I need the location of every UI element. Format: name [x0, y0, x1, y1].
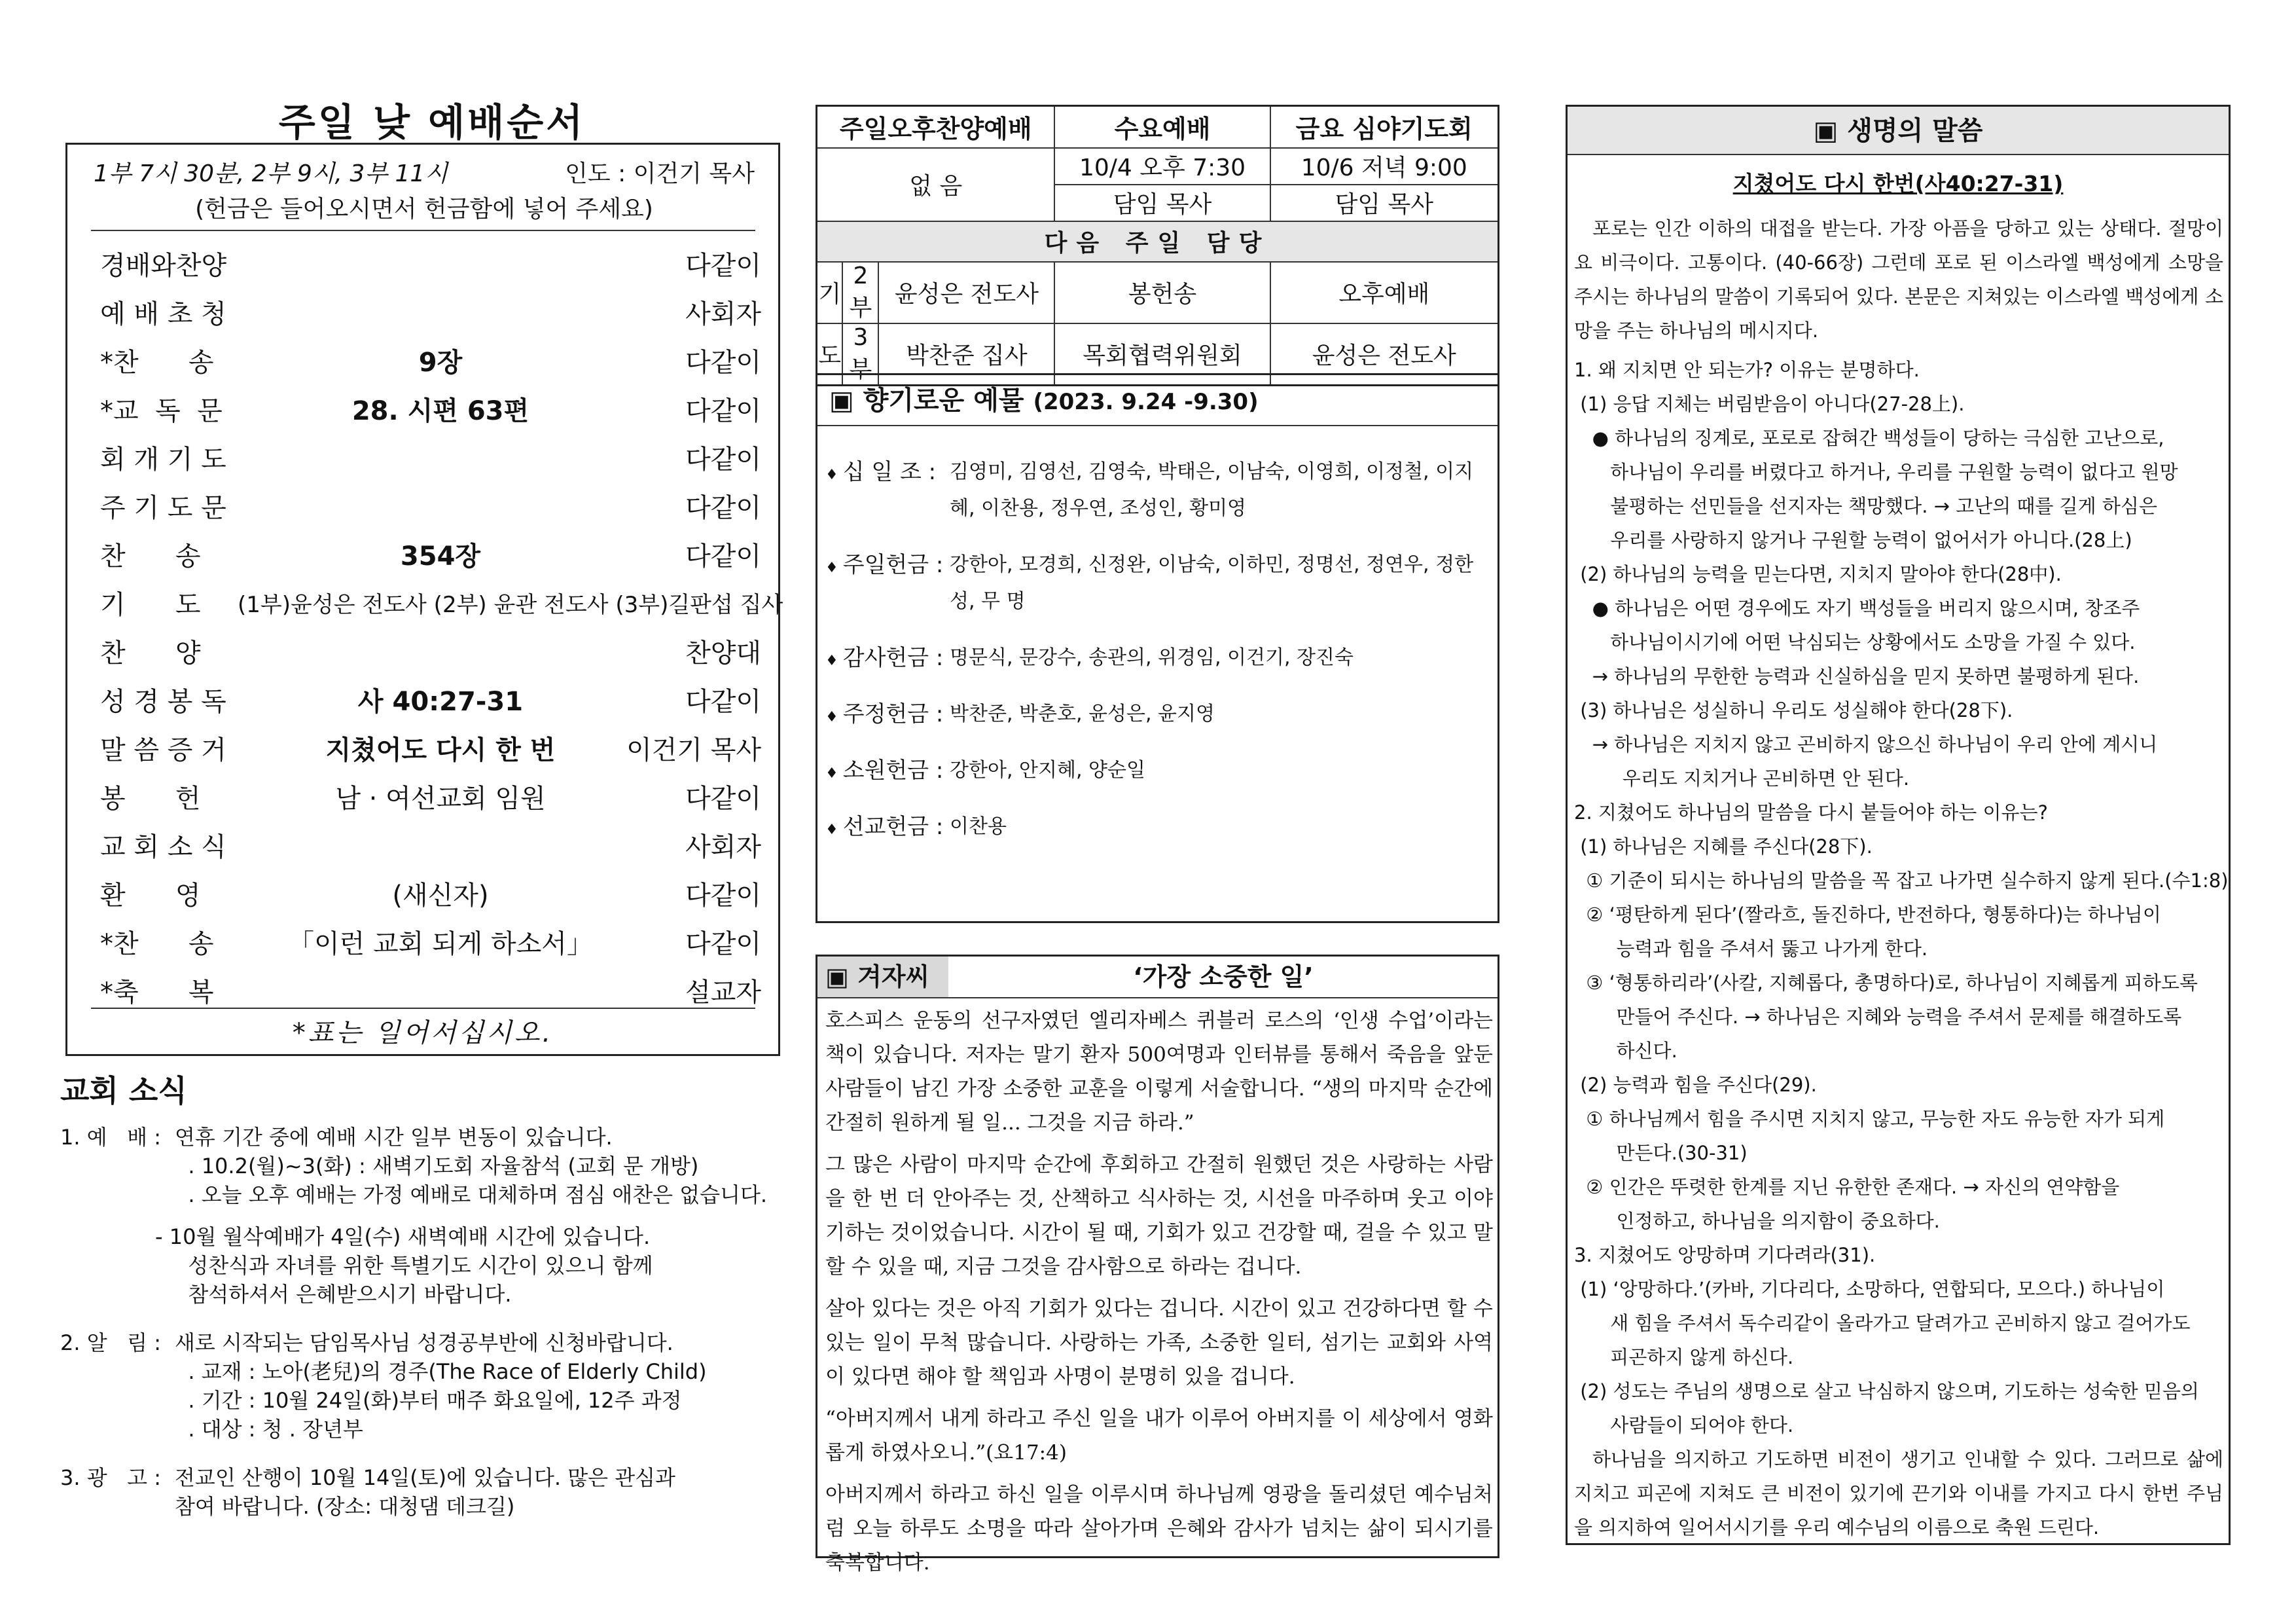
order-footer: *표는 일어서십시오.: [292, 1018, 554, 1048]
mustard-head: [817, 957, 1498, 998]
sermon-line: → 하나님은 지치지 않고 곤비하지 않으신 하나님이 우리 안에 계시니: [1574, 733, 2158, 756]
sermon-line: (2) 능력과 힘을 주신다(29).: [1574, 1074, 1817, 1096]
news-line: 전교인 산행이 10월 14일(토)에 있습니다. 많은 관심과: [175, 1465, 675, 1490]
sermon-line: 하나님이 우리를 버렸다고 하거나, 우리를 구원할 능력이 없다고 원망: [1574, 461, 2178, 483]
worship-order-box: [65, 143, 783, 1056]
schedule-table: [816, 105, 1499, 386]
sermon-line: ① 하나님께서 힘을 주시면 지치지 않고, 무능한 자도 유능한 자가 되게: [1574, 1108, 2165, 1130]
mustard-paragraph: 호스피스 운동의 선구자였던 엘리자베스 퀴블러 로스의 ‘인생 수업’이라는 책이 있습니다. 저자는 말기 환자 500여명과 인터뷰를 통해서 죽음을 앞둔 사람들이 남긴 가장 소중한 교훈을 이렇게 서술합니다. “생의 마지막 순간에 간절히 원하게 될 일... 그것을 지금 하라.”: [825, 1009, 1493, 1135]
mustard-label: ▣ 겨자씨: [817, 957, 948, 997]
church-news: [60, 1123, 780, 1541]
duty-cell: 봉헌송: [1054, 262, 1270, 323]
sermon-line: (3) 하나님은 성실하니 우리도 성실해야 한다(28下).: [1574, 699, 2013, 721]
schedule-cell: 10/4 오후 7:30: [1054, 148, 1270, 185]
offering-box: [816, 373, 1499, 923]
order-item: 주 기 도 문 다같이: [100, 493, 761, 523]
news-head: 3. 광 고 :: [60, 1465, 161, 1490]
offering-title: [817, 375, 1498, 426]
duty-cell: 목회협력위원회: [1054, 323, 1270, 386]
sermon-line: 1. 왜 지치면 안 되는가? 이유는 분명하다.: [1574, 359, 1920, 381]
mustard-seed-box: [816, 955, 1499, 1575]
offering-row: ♦ 주일헌금 : 강한아, 모경희, 신정완, 이남숙, 이하민, 정명선, 정연우, 정한성, 무 명: [825, 547, 1493, 620]
sermon-line: 우리를 사랑하지 않거나 구원할 능력이 없어서가 아니다.(28上): [1574, 529, 2132, 551]
news-title: 교회 소식: [60, 1073, 187, 1108]
news-line: 연휴 기간 중에 예배 시간 일부 변동이 있습니다.: [175, 1125, 613, 1150]
sermon-line: 하신다.: [1574, 1040, 1677, 1062]
prayer-label: 도: [817, 323, 843, 386]
word-title: ▣ 생명의 말씀: [1568, 107, 2229, 155]
page-title: 주일 낮 예배순서: [278, 100, 586, 145]
mustard-paragraph: 그 많은 사람이 마지막 순간에 후회하고 간절히 원했던 것은 사랑하는 사람을 한 번 더 안아주는 것, 산책하고 식사하는 것, 시선을 마주하며 웃고 이야기하는 것이었습니다. 시간이 될 때, 기회가 있고 건강할 때, 걸을 수 있고 말할 수 있을 때, 지금 그것을 감사함으로 하라는 겁니다.: [825, 1153, 1493, 1279]
sermon-line: 불평하는 선민들을 선지자는 책망했다. → 고난의 때를 길게 하심은: [1574, 495, 2157, 517]
offering-row: ♦ 감사헌금 : 명문식, 문강수, 송관의, 위경임, 이건기, 장진숙: [825, 640, 1493, 676]
news-head: 1. 예 배 :: [60, 1125, 161, 1150]
offering-title-text: 향기로운 예물: [863, 386, 1024, 416]
order-item: 찬 양 찬양대: [100, 638, 761, 668]
news-line: 성찬식과 자녀를 위한 특별기도 시간이 있으니 함께: [175, 1253, 653, 1278]
service-times: 1부 7시 30분, 2부 9시, 3부 11시: [94, 160, 448, 187]
sermon-line: ① 기준이 되시는 하나님의 말씀을 꼭 잡고 나가면 실수하지 않게 된다.(수1:8): [1574, 869, 2229, 892]
offering-row: ♦ 소원헌금 : 강한아, 안지혜, 양순일: [825, 752, 1493, 789]
sermon-line: 피곤하지 않게 하신다.: [1574, 1346, 1794, 1368]
sermon-line: 만들어 주신다. → 하나님은 지혜와 능력을 주셔서 문제를 해결하도록: [1574, 1006, 2182, 1028]
news-line: . 오늘 오후 예배는 가정 예배로 대체하며 점심 애찬은 없습니다.: [175, 1182, 768, 1207]
news-line: 참여 바랍니다. (장소: 대청댐 데크길): [175, 1494, 515, 1519]
prayer-label: 기: [817, 262, 843, 323]
order-item: *축 복 설교자: [100, 977, 761, 1008]
sermon-line: ● 하나님의 징계로, 포로로 잡혀간 백성들이 당하는 극심한 고난으로,: [1574, 427, 2164, 449]
sermon-line: 3. 지쳤어도 앙망하며 기다려라(31).: [1574, 1244, 1876, 1266]
sermon-line: → 하나님의 무한한 능력과 신실하심을 믿지 못하면 불평하게 된다.: [1574, 665, 2140, 687]
news-line: . 대상 : 청 . 장년부: [175, 1417, 363, 1442]
header-divider: [91, 230, 755, 231]
order-item: *찬 송 9장 다같이: [100, 348, 761, 378]
news-line: . 기간 : 10월 24일(화)부터 매주 화요일에, 12주 과정: [175, 1388, 682, 1413]
offering-row: ♦ 십 일 조 : 김영미, 김영선, 김영숙, 박태은, 이남숙, 이영희, 이정철, 이지혜, 이찬용, 정우연, 조성인, 황미영: [825, 454, 1493, 527]
order-item: 예 배 초 청 사회자: [100, 299, 761, 329]
sermon-line: (1) 응답 지체는 버림받음이 아니다(27-28上).: [1574, 393, 1965, 415]
sermon-line: 우리도 지치거나 곤비하면 안 된다.: [1574, 767, 1910, 790]
news-item: [60, 1123, 780, 1309]
sermon-line: 새 힘을 주셔서 독수리같이 올라가고 달려가고 곤비하지 않고 걸어가도: [1574, 1312, 2191, 1334]
order-item: 환 영 (새신자) 다같이: [100, 881, 761, 911]
sermon-line: ② 인간은 뚜렷한 한계를 지닌 유한한 존재다. → 자신의 연약함을: [1574, 1176, 2120, 1198]
sermon-line: (1) 하나님은 지혜를 주신다(28下).: [1574, 835, 1873, 858]
schedule-cell: 담임 목사: [1270, 185, 1499, 221]
duty-cell: 윤성은 전도사: [1270, 323, 1499, 386]
duty-part: 2부: [842, 262, 878, 323]
mustard-paragraph: 살아 있다는 것은 아직 기회가 있다는 겁니다. 시간이 있고 건강하다면 할 수 있는 일이 무척 많습니다. 사랑하는 가족, 소중한 일터, 섬기는 교회와 사역이 있다면 해야 할 책임과 사명이 분명히 있을 겁니다.: [825, 1297, 1493, 1389]
order-item: *찬 송 「이런 교회 되게 하소서」 다같이: [100, 929, 761, 959]
mustard-paragraph: “아버지께서 내게 하라고 주신 일을 내가 이루어 아버지를 이 세상에서 영화롭게 하였사오니.”(요17:4): [825, 1407, 1493, 1465]
schedule-cell: 없 음: [817, 148, 1055, 221]
order-item: 성 경 봉 독 사 40:27-31 다같이: [100, 687, 761, 717]
offering-note: (헌금은 들어오시면서 헌금함에 넣어 주세요): [195, 196, 653, 223]
news-item: [60, 1328, 780, 1444]
mustard-paragraph: 아버지께서 하라고 하신 일을 이루시며 하나님께 영광을 돌리셨던 예수님처럼 오늘 하루도 소명을 따라 살아가며 은혜와 감사가 넘치는 삶이 되시기를 축복합니다.: [825, 1483, 1493, 1575]
schedule-header: 금요 심야기도회: [1270, 106, 1499, 148]
sermon-line: 하나님이시기에 어떤 낙심되는 상황에서도 소망을 가질 수 있다.: [1574, 631, 2136, 653]
news-item: [60, 1463, 780, 1521]
sermon-line: (2) 성도는 주님의 생명으로 살고 낙심하지 않으며, 기도하는 성숙한 믿음의: [1574, 1380, 2199, 1402]
news-line: - 10월 월삭예배가 4일(수) 새벽예배 시간에 있습니다.: [155, 1224, 651, 1249]
order-item: 기 도 (1부)윤성은 전도사 (2부) 윤관 전도사 (3부)길판섭 집사: [100, 590, 783, 620]
news-line: [175, 1209, 780, 1222]
order-item: *교 독 문 28. 시편 63편 다같이: [100, 396, 761, 426]
order-list: [100, 242, 783, 1017]
sermon-line: (2) 하나님의 능력을 믿는다면, 지치지 말아야 한다(28中).: [1574, 563, 2062, 585]
footer-divider: [91, 1008, 755, 1009]
word-of-life-box: [1566, 105, 2231, 1545]
sermon-line: ● 하나님은 어떤 경우에도 자기 백성들을 버리지 않으시며, 창조주: [1574, 597, 2140, 619]
sermon-closing: 하나님을 의지하고 기도하면 비전이 생기고 인내할 수 있다. 그러므로 삶에 지치고 피곤에 지쳐도 큰 비전이 있기에 끈기와 이내를 가지고 다시 한번 주님을 의지하여 일어서시기를 우리 예수님의 이름으로 축원 드린다.: [1574, 1448, 2223, 1539]
sermon-text: [1574, 211, 2229, 1544]
offering-row: ♦ 주정헌금 : 박찬준, 박춘호, 윤성은, 윤지영: [825, 696, 1493, 733]
sermon-line: 2. 지쳤어도 하나님의 말씀을 다시 붙들어야 하는 이유는?: [1574, 801, 2048, 824]
duty-cell: 오후예배: [1270, 262, 1499, 323]
sermon-title: 지쳤어도 다시 한번(사40:27-31): [1732, 171, 2064, 196]
next-week-title: 다음 주일 담당: [817, 221, 1499, 262]
order-item: 교 회 소 식 사회자: [100, 832, 761, 862]
mustard-title: ‘가장 소중한 일’: [1133, 962, 1314, 991]
schedule-header: 주일오후찬양예배: [817, 106, 1055, 148]
offering-list: [825, 454, 1493, 865]
sermon-line: 능력과 힘을 주셔서 뚫고 나가게 한다.: [1574, 938, 1928, 960]
sermon-line: 인정하고, 하나님을 의지함이 중요하다.: [1574, 1210, 1940, 1232]
news-head: 2. 알 림 :: [60, 1330, 161, 1355]
schedule-cell: 담임 목사: [1054, 185, 1270, 221]
schedule-header: 수요예배: [1054, 106, 1270, 148]
duty-part: 3부: [842, 323, 878, 386]
sermon-intro: 포로는 인간 이하의 대접을 받는다. 가장 아픔을 당하고 있는 상태다. 절망이요 비극이다. 고통이다. (40-66장) 그런데 포로 된 이스라엘 백성에게 소망을 주시는 하나님의 말씀이 기록되어 있다. 본문은 지쳐있는 이스라엘 백성에게 소망을 주는 하나님의 메시지다.: [1574, 217, 2223, 342]
order-item: 경배와찬양 다같이: [100, 251, 761, 281]
news-line: 새로 시작되는 담임목사님 성경공부반에 신청바랍니다.: [175, 1330, 673, 1355]
news-line: . 10.2(월)~3(화) : 새벽기도회 자율참석 (교회 문 개방): [175, 1154, 699, 1178]
order-item: 회 개 기 도 다같이: [100, 445, 761, 475]
duty-person: 윤성은 전도사: [878, 262, 1054, 323]
news-line: 참석하셔서 은혜받으시기 바랍니다.: [175, 1282, 512, 1307]
sermon-line: 만든다.(30-31): [1574, 1142, 1748, 1164]
order-header: [94, 156, 755, 227]
order-item: 봉 헌 남 · 여선교회 임원 다같이: [100, 784, 761, 814]
duty-person: 박찬준 집사: [878, 323, 1054, 386]
news-line: . 교재 : 노아(老兒)의 경주(The Race of Elderly Child): [175, 1359, 707, 1384]
mustard-text: [825, 1004, 1493, 1588]
sermon-line: ② ‘평탄하게 된다’(짤라흐, 돌진하다, 반전하다, 형통하다)는 하나님이: [1574, 903, 2161, 926]
square-icon: ▣: [829, 386, 854, 416]
offering-date: (2023. 9.24 -9.30): [1033, 389, 1259, 415]
offering-row: ♦ 선교헌금 : 이찬용: [825, 809, 1493, 845]
sermon-line: 사람들이 되어야 한다.: [1574, 1414, 1794, 1436]
sermon-line: (1) ‘앙망하다.’(카바, 기다리다, 소망하다, 연합되다, 모으다.) 하나님이: [1574, 1278, 2165, 1300]
sermon-line: ③ ‘형통하리라’(사칼, 지혜롭다, 총명하다)로, 하나님이 지혜롭게 피하도록: [1574, 972, 2198, 994]
order-item: 말 씀 증 거 지쳤어도 다시 한 번 이건기 목사: [100, 735, 761, 765]
order-item: 찬 송 354장 다같이: [100, 541, 761, 572]
schedule-cell: 10/6 저녁 9:00: [1270, 148, 1499, 185]
service-leader: 인도 : 이건기 목사: [565, 160, 755, 187]
